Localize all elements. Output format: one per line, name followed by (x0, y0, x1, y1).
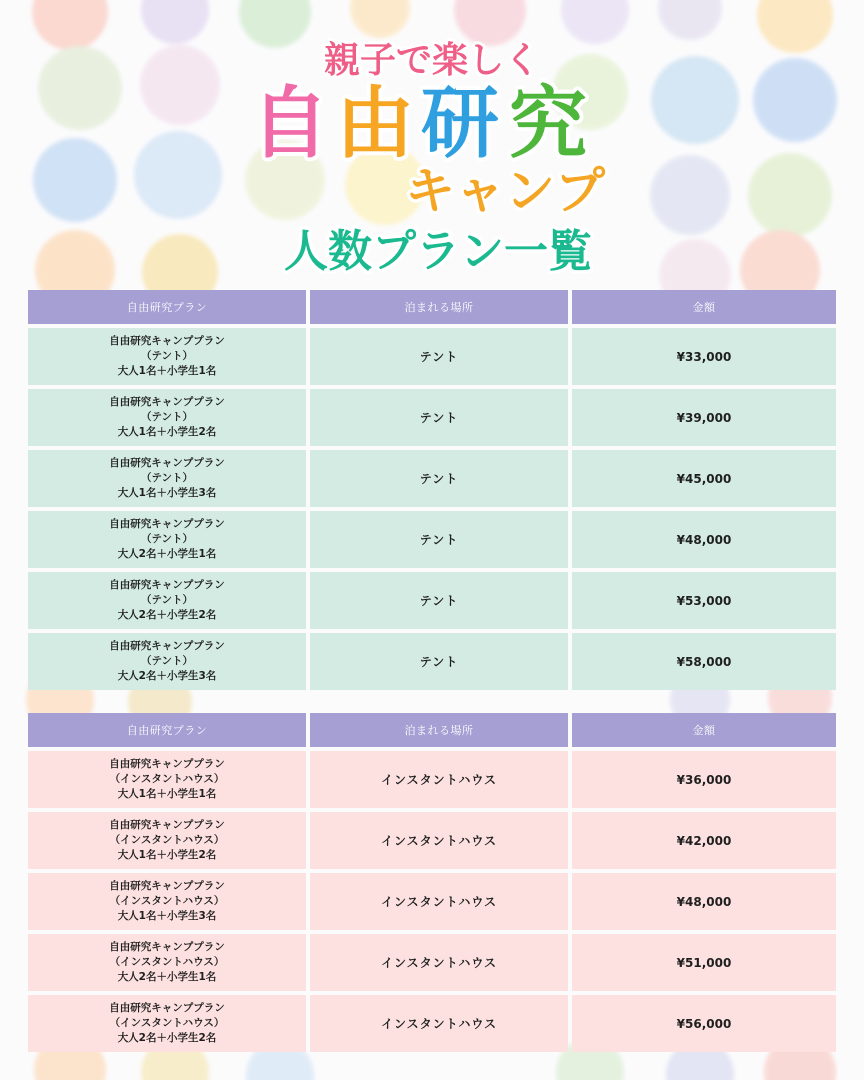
plan-name-cell (28, 572, 306, 629)
table-row (28, 511, 836, 568)
price-cell: ¥42,000 (572, 812, 836, 869)
plan-type: （インスタントハウス） (109, 773, 225, 785)
title-char-1: 自 (250, 79, 330, 169)
plan-type: （インスタントハウス） (109, 834, 225, 846)
price-cell: ¥51,000 (572, 934, 836, 991)
plan-type: （テント） (141, 472, 193, 484)
title-char-4: 究 (508, 79, 588, 169)
title-char-3: 研 (420, 79, 500, 169)
place-cell: インスタントハウス (310, 995, 568, 1052)
table-row (28, 633, 836, 690)
plan-name: 自由研究キャンププラン (109, 518, 225, 530)
plan-type: （インスタントハウス） (109, 1017, 225, 1029)
plan-type: （インスタントハウス） (109, 895, 225, 907)
column-header-price: 金額 (572, 290, 836, 324)
place-cell: インスタントハウス (310, 873, 568, 930)
instant-house-plan-table (24, 709, 840, 1056)
plan-name-cell (28, 873, 306, 930)
column-header-plan: 自由研究プラン (28, 290, 306, 324)
table-row (28, 450, 836, 507)
plan-party: 大人1名＋小学生3名 (117, 910, 217, 922)
price-cell: ¥48,000 (572, 511, 836, 568)
price-cell: ¥48,000 (572, 873, 836, 930)
plan-party: 大人2名＋小学生2名 (117, 609, 217, 621)
table-header-row (28, 713, 836, 747)
table-row (28, 328, 836, 385)
table-header-row (28, 290, 836, 324)
title-camp: キャンプ (405, 162, 605, 220)
plan-name-cell (28, 511, 306, 568)
price-cell: ¥45,000 (572, 450, 836, 507)
price-cell: ¥39,000 (572, 389, 836, 446)
title-main (251, 79, 587, 169)
plan-name: 自由研究キャンププラン (109, 640, 225, 652)
plan-name: 自由研究キャンププラン (109, 335, 225, 347)
tent-plan-table (24, 286, 840, 694)
place-cell: テント (310, 511, 568, 568)
plan-name: 自由研究キャンププラン (109, 396, 225, 408)
column-header-plan: 自由研究プラン (28, 713, 306, 747)
plan-name: 自由研究キャンププラン (109, 880, 225, 892)
plan-name: 自由研究キャンププラン (109, 819, 225, 831)
place-cell: インスタントハウス (310, 812, 568, 869)
plan-party: 大人1名＋小学生2名 (117, 849, 217, 861)
plan-type: （テント） (141, 594, 193, 606)
plan-name: 自由研究キャンププラン (109, 941, 225, 953)
plan-name: 自由研究キャンププラン (109, 758, 225, 770)
plan-name-cell (28, 450, 306, 507)
table-row (28, 934, 836, 991)
plan-type: （テント） (141, 350, 193, 362)
plan-name: 自由研究キャンププラン (109, 579, 225, 591)
plan-party: 大人1名＋小学生3名 (117, 487, 217, 499)
title-char-2: 由 (335, 79, 415, 169)
column-header-price: 金額 (572, 713, 836, 747)
plan-party: 大人2名＋小学生3名 (117, 670, 217, 682)
table-row (28, 572, 836, 629)
price-cell: ¥56,000 (572, 995, 836, 1052)
plan-name-cell (28, 751, 306, 808)
table-row (28, 873, 836, 930)
table-row (28, 812, 836, 869)
column-header-place: 泊まれる場所 (310, 290, 568, 324)
plan-name-cell (28, 812, 306, 869)
table-row (28, 389, 836, 446)
place-cell: テント (310, 389, 568, 446)
plan-party: 大人2名＋小学生1名 (117, 548, 217, 560)
place-cell: インスタントハウス (310, 751, 568, 808)
column-header-place: 泊まれる場所 (310, 713, 568, 747)
plan-type: （インスタントハウス） (109, 956, 225, 968)
plan-name: 自由研究キャンププラン (109, 1002, 225, 1014)
plan-type: （テント） (141, 411, 193, 423)
plan-name-cell (28, 328, 306, 385)
plan-name-cell (28, 633, 306, 690)
price-cell: ¥33,000 (572, 328, 836, 385)
place-cell: テント (310, 450, 568, 507)
price-cell: ¥58,000 (572, 633, 836, 690)
plan-type: （テント） (141, 533, 193, 545)
place-cell: テント (310, 572, 568, 629)
price-cell: ¥53,000 (572, 572, 836, 629)
page-title (0, 0, 864, 290)
plan-name-cell (28, 389, 306, 446)
place-cell: インスタントハウス (310, 934, 568, 991)
plan-name: 自由研究キャンププラン (109, 457, 225, 469)
plan-type: （テント） (141, 655, 193, 667)
plan-party: 大人1名＋小学生2名 (117, 426, 217, 438)
title-plan-list: 人数プラン一覧 (284, 226, 592, 277)
plan-party: 大人1名＋小学生1名 (117, 365, 217, 377)
title-subtitle: 親子で楽しく (323, 40, 541, 81)
place-cell: テント (310, 328, 568, 385)
price-cell: ¥36,000 (572, 751, 836, 808)
plan-name-cell (28, 934, 306, 991)
plan-party: 大人1名＋小学生1名 (117, 788, 217, 800)
place-cell: テント (310, 633, 568, 690)
plan-party: 大人2名＋小学生2名 (117, 1032, 217, 1044)
plan-name-cell (28, 995, 306, 1052)
table-row (28, 995, 836, 1052)
table-row (28, 751, 836, 808)
plan-party: 大人2名＋小学生1名 (117, 971, 217, 983)
